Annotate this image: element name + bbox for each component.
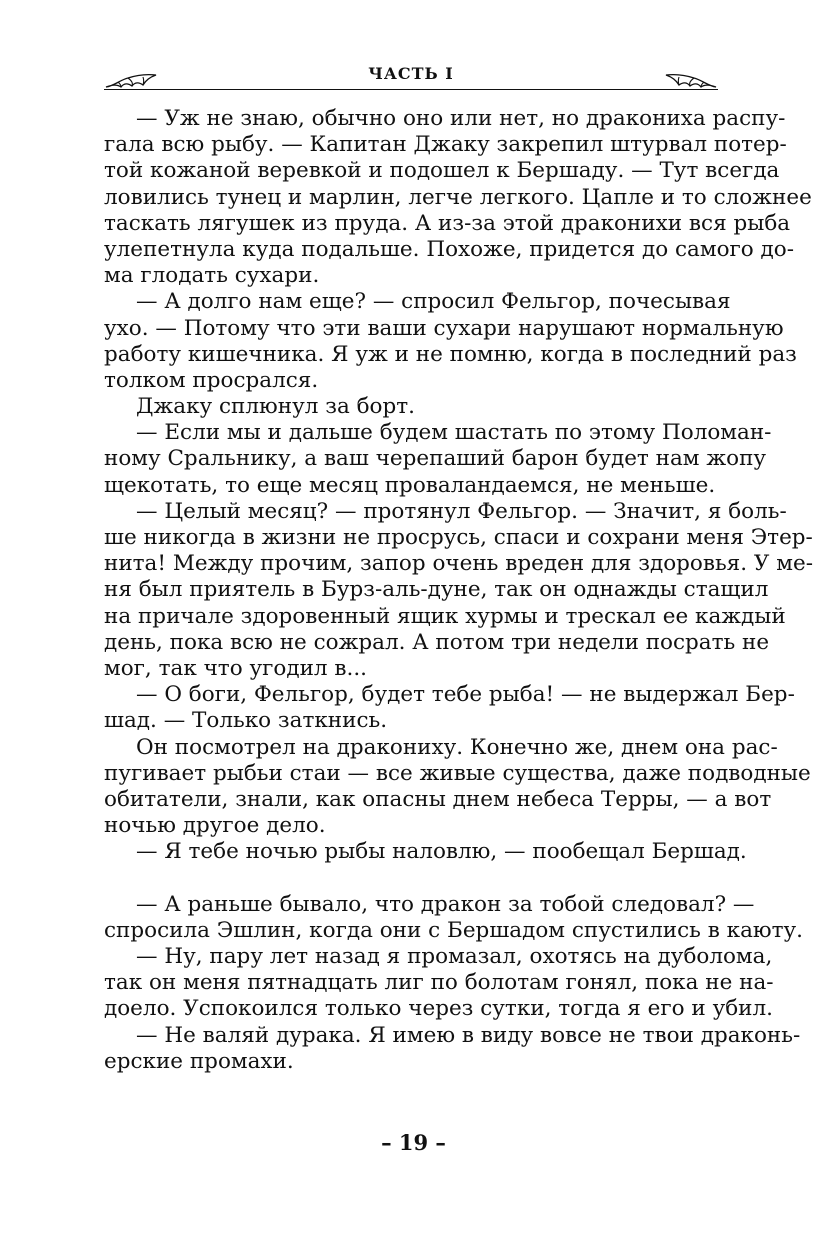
text-line: пугивает рыбьи стаи — все живые существа, даже подводные bbox=[104, 760, 811, 786]
text-line: — А долго нам еще? — спросил Фельгор, почесывая bbox=[136, 289, 731, 315]
paragraph bbox=[104, 289, 797, 394]
text-line: улепетнула куда подальше. Похоже, придется до самого до- bbox=[104, 236, 795, 262]
text-line: ерские промахи. bbox=[104, 1048, 294, 1074]
paragraph bbox=[104, 1022, 801, 1075]
running-header bbox=[104, 56, 718, 92]
text-line: — Ну, пару лет назад я промазал, охотясь на дуболома, bbox=[136, 944, 773, 969]
text-line: таскать лягушек из пруда. А из-за этой драконихи вся рыба bbox=[104, 210, 791, 236]
text-line: толком просрался. bbox=[104, 367, 319, 393]
paragraph bbox=[104, 682, 795, 734]
text-line: доело. Успокоился только через сутки, тогда я его и убил. bbox=[104, 996, 773, 1022]
body-text bbox=[104, 106, 813, 1075]
text-line: так он меня пятнадцать лиг по болотам гонял, пока не на- bbox=[104, 970, 774, 996]
paragraph bbox=[104, 420, 772, 499]
text-line: ночью другое дело. bbox=[104, 813, 326, 839]
paragraph bbox=[104, 891, 804, 944]
text-line: нита! Между прочим, запор очень вреден для здоровья. У ме- bbox=[104, 551, 813, 577]
text-line: Джаку сплюнул за борт. bbox=[136, 394, 415, 420]
text-line: Он посмотрел на дракониху. Конечно же, днем она рас- bbox=[136, 734, 778, 760]
text-line: мог, так что угодил в... bbox=[104, 655, 367, 681]
text-line: ухо. — Потому что эти ваши сухари нарушают нормальную bbox=[104, 315, 784, 341]
text-line: день, пока всю не сожрал. А потом три недели посрать не bbox=[104, 629, 770, 655]
text-line: ному Сральнику, а ваш черепаший барон будет нам жопу bbox=[104, 446, 767, 472]
text-line: — О боги, Фельгор, будет тебе рыба! — не выдержал Бер- bbox=[136, 682, 795, 708]
paragraph bbox=[104, 106, 812, 289]
paragraph bbox=[104, 944, 774, 1023]
page-number: – 19 – bbox=[381, 1130, 446, 1155]
text-line: гала всю рыбу. — Капитан Джаку закрепил штурвал потер- bbox=[104, 132, 787, 158]
text-line: ше никогда в жизни не просрусь, спаси и сохрани меня Этер- bbox=[104, 525, 813, 550]
text-line: ня был приятель в Бурз-аль-дуне, так он однажды стащил bbox=[104, 577, 769, 603]
section-break bbox=[104, 865, 718, 891]
text-line: — Целый месяц? — протянул Фельгор. — Значит, я боль- bbox=[136, 498, 787, 524]
text-line: работу кишечника. Я уж и не помню, когда в последний раз bbox=[104, 341, 797, 367]
text-line: обитатели, знали, как опасны днем небеса Терры, — а вот bbox=[104, 786, 772, 812]
text-line: — Не валяй дурака. Я имею в виду вовсе не твои драконь- bbox=[136, 1022, 801, 1048]
text-line: — Я тебе ночью рыбы наловлю, — пообещал Бершад. bbox=[136, 839, 747, 865]
text-line: ма глодать сухари. bbox=[104, 263, 320, 289]
header-rule bbox=[104, 89, 718, 90]
text-line: — Если мы и дальше будем шастать по этому Поломан- bbox=[136, 420, 772, 446]
paragraph bbox=[104, 839, 747, 865]
paragraph bbox=[104, 734, 811, 840]
text-line: спросила Эшлин, когда они с Бершадом спустились в каюту. bbox=[104, 917, 804, 943]
text-line: щекотать, то еще месяц проваландаемся, не меньше. bbox=[104, 472, 716, 498]
text-line: — А раньше бывало, что дракон за тобой следовал? — bbox=[136, 891, 755, 917]
paragraph bbox=[104, 498, 813, 682]
text-line: на причале здоровенный ящик хурмы и трескал ее каждый bbox=[104, 603, 786, 629]
header-title: ЧАСТЬ I bbox=[368, 64, 454, 83]
text-line: шад. — Только заткнись. bbox=[104, 708, 388, 734]
text-line: ловились тунец и марлин, легче легкого. Цапле и то сложнее bbox=[104, 184, 812, 210]
paragraph bbox=[104, 394, 718, 420]
text-line: той кожаной веревкой и подошел к Бершаду. — Тут всегда bbox=[104, 158, 780, 184]
text-line: — Уж не знаю, обычно оно или нет, но дракониха распу- bbox=[136, 106, 786, 131]
